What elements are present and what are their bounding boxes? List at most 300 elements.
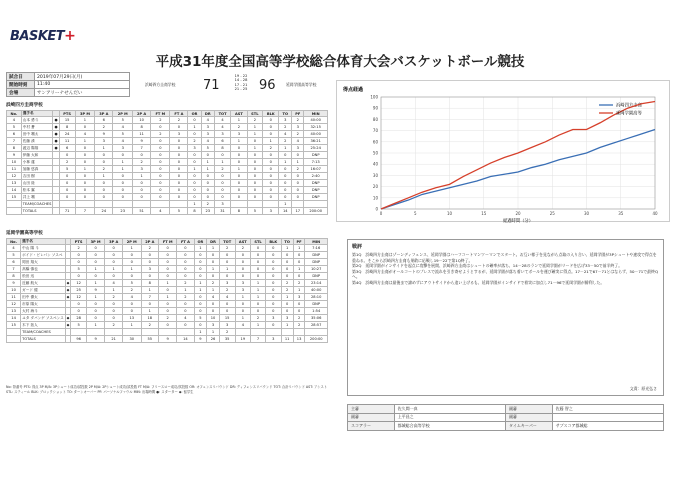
stat-cell: 1 xyxy=(194,329,207,336)
stat-cell: 2 xyxy=(293,315,305,322)
stat-cell: 8 xyxy=(188,208,201,215)
stat-cell: 0 xyxy=(219,308,235,315)
stat-cell: 0 xyxy=(86,259,105,266)
column-header: BLK xyxy=(265,239,281,245)
stat-cell: 3 xyxy=(235,287,251,294)
stat-cell: 4 xyxy=(105,280,122,287)
stat-cell: 4 xyxy=(235,322,251,329)
stat-cell: 13 xyxy=(122,315,141,322)
stat-cell: 0 xyxy=(188,194,201,201)
column-header: 2P M xyxy=(122,239,141,245)
stat-cell: 11 xyxy=(59,138,75,145)
stat-cell: 1 xyxy=(122,245,141,252)
stat-cell: 0 xyxy=(113,187,133,194)
stat-cell: 0 xyxy=(201,180,214,187)
stat-cell: ガード 健 xyxy=(21,287,66,294)
stat-cell: 14 xyxy=(279,208,292,215)
stat-cell: 1 xyxy=(75,166,95,173)
stat-cell: DNP xyxy=(304,180,328,187)
stat-cell: 0 xyxy=(151,145,170,152)
stat-cell: 0 xyxy=(281,301,293,308)
stat-cell: 5 xyxy=(71,322,86,329)
y-tick-label: 90 xyxy=(372,105,378,111)
stat-cell: 0 xyxy=(105,315,122,322)
stat-cell: 0 xyxy=(265,294,281,301)
stat-cell: 8 xyxy=(7,145,22,152)
stat-cell: 3 xyxy=(214,201,230,208)
stat-cell: 23 xyxy=(201,208,214,215)
stat-cell: 13 xyxy=(7,180,22,187)
player-row xyxy=(7,138,328,145)
stat-cell: 1 xyxy=(122,322,141,329)
stat-cell: 0 xyxy=(188,117,201,124)
player-row xyxy=(7,166,328,173)
column-header: 3P M xyxy=(86,239,105,245)
basket-plus-logo: BASKET+ xyxy=(10,28,76,44)
stat-cell: 5 xyxy=(201,145,214,152)
stat-cell: 0 xyxy=(279,194,292,201)
stat-cell: 5 xyxy=(122,280,141,287)
stat-cell: 0 xyxy=(194,266,207,273)
x-tick-label: 40 xyxy=(652,211,658,216)
stat-cell: 0 xyxy=(151,138,170,145)
stat-cell: 9 xyxy=(86,287,105,294)
stat-cell: 0 xyxy=(71,259,86,266)
stat-cell: 山田 陸 xyxy=(21,180,53,187)
stat-cell: 0 xyxy=(151,152,170,159)
stat-cell: 1 xyxy=(132,173,150,180)
stat-cell: 4 xyxy=(122,294,141,301)
stat-cell: 伊藤 大和 xyxy=(21,152,53,159)
stat-cell: 1 xyxy=(141,287,158,294)
column-header: 選手名 xyxy=(21,111,53,117)
stat-cell: 18 xyxy=(141,315,158,322)
stat-cell: 2 xyxy=(279,124,292,131)
stat-cell: 12 xyxy=(71,280,86,287)
stat-cell: 0 xyxy=(201,152,214,159)
stat-cell: 0 xyxy=(59,194,75,201)
stat-cell: 大村 海斗 xyxy=(21,308,66,315)
stat-cell: 0 xyxy=(293,252,305,259)
stat-cell: 1 xyxy=(207,329,220,336)
stat-cell: 0 xyxy=(194,273,207,280)
stat-cell: 1 xyxy=(194,245,207,252)
stat-cell: 小林 蓮 xyxy=(21,159,53,166)
stat-cell: 2 xyxy=(292,131,304,138)
stat-cell: 3 xyxy=(201,131,214,138)
quarter-scores xyxy=(226,74,256,91)
stat-cell: 0 xyxy=(247,152,263,159)
stat-cell: 40:00 xyxy=(304,117,328,124)
stat-cell: 0 xyxy=(214,187,230,194)
stat-cell: 1 xyxy=(247,124,263,131)
stat-cell: 2 xyxy=(159,315,177,322)
stat-cell: 0 xyxy=(219,252,235,259)
away-score: 96 xyxy=(259,78,276,93)
stat-cell: 11 xyxy=(132,131,150,138)
officials-row: 主審 佐久間一真 副審 佐藤 智之 xyxy=(348,405,664,414)
stat-cell: 0 xyxy=(247,194,263,201)
stat-cell: 0 xyxy=(59,180,75,187)
stat-cell: 0 xyxy=(214,180,230,187)
stat-cell: 0 xyxy=(263,166,279,173)
column-header: PTS xyxy=(59,111,75,117)
page-title: 平成31年度全国高等学校総合体育大会バスケットボール競技 xyxy=(155,54,525,70)
stat-cell: 0 xyxy=(188,159,201,166)
stat-cell: 0 xyxy=(281,308,293,315)
stat-cell: 1 xyxy=(251,322,266,329)
stat-cell: 1 xyxy=(75,117,95,124)
stat-cell: 0 xyxy=(247,159,263,166)
stat-cell: 0 xyxy=(207,308,220,315)
stat-cell: 0 xyxy=(105,252,122,259)
stat-cell: 7 xyxy=(251,336,266,343)
away-team-name: 延岡学園高等学校 xyxy=(286,82,317,87)
stat-cell: 0 xyxy=(194,308,207,315)
stat-cell: 4 xyxy=(214,124,230,131)
stat-cell: 1 xyxy=(113,166,133,173)
stat-cell xyxy=(263,201,279,208)
stat-cell: 吉田 樹 xyxy=(21,173,53,180)
stat-cell: 0 xyxy=(170,166,188,173)
stat-cell: 0 xyxy=(281,266,293,273)
stat-cell xyxy=(177,329,194,336)
stat-cell: 0 xyxy=(194,301,207,308)
stat-cell: 0 xyxy=(113,180,133,187)
stat-cell: 1 xyxy=(251,280,266,287)
stat-cell: 15 xyxy=(7,322,21,329)
stat-cell: 4 xyxy=(279,131,292,138)
stat-cell: 6 xyxy=(59,145,75,152)
stat-cell xyxy=(7,208,22,215)
stat-cell: 2 xyxy=(201,201,214,208)
stat-cell: 0 xyxy=(207,259,220,266)
stat-cell: 2 xyxy=(177,280,194,287)
stat-cell: ◆ xyxy=(66,323,70,327)
stat-cell: 35:06 xyxy=(305,315,328,322)
stat-cell: 0 xyxy=(265,252,281,259)
stat-cell: 0 xyxy=(170,187,188,194)
stat-cell: 0 xyxy=(263,187,279,194)
stat-cell: 0 xyxy=(263,152,279,159)
stat-cell: 0 xyxy=(231,194,247,201)
stat-cell: 13 xyxy=(293,336,305,343)
y-tick-label: 10 xyxy=(372,195,378,201)
stat-cell xyxy=(7,329,21,336)
stat-cell: 3 xyxy=(219,322,235,329)
stat-cell: 0 xyxy=(235,259,251,266)
stat-cell: 0 xyxy=(105,273,122,280)
stat-cell: 0 xyxy=(279,152,292,159)
quarter-2-score: 14 - 28 xyxy=(234,78,248,83)
stat-cell xyxy=(95,201,113,208)
stat-cell: 加藤 悠真 xyxy=(21,166,53,173)
column-header: 2P A xyxy=(141,239,158,245)
stat-cell: 0 xyxy=(141,301,158,308)
stat-cell: 1 xyxy=(247,131,263,138)
stat-cell: 6 xyxy=(95,117,113,124)
stat-cell: 0 xyxy=(95,159,113,166)
stat-cell: 0 xyxy=(75,152,95,159)
column-header: 2P A xyxy=(132,111,150,117)
stat-cell: 0 xyxy=(105,259,122,266)
stat-cell: 0 xyxy=(292,173,304,180)
stat-cell xyxy=(86,329,105,336)
stat-cell: 0 xyxy=(170,180,188,187)
stat-cell: 3 xyxy=(292,145,304,152)
stat-cell xyxy=(304,201,328,208)
stat-cell: 24 xyxy=(59,131,75,138)
stat-cell: 0 xyxy=(293,301,305,308)
stat-cell: 0 xyxy=(251,245,266,252)
stat-cell: DNP xyxy=(305,252,328,259)
stat-cell: 1 xyxy=(207,287,220,294)
stat-cell: 3 xyxy=(279,117,292,124)
player-row xyxy=(7,152,328,159)
stat-cell: 10 xyxy=(132,117,150,124)
stat-cell: 2 xyxy=(219,245,235,252)
stat-cell: 0 xyxy=(247,138,263,145)
stat-cell: 8 xyxy=(59,124,75,131)
stat-cell: 2 xyxy=(151,131,170,138)
stat-cell: 13 xyxy=(7,308,21,315)
stat-cell: 0 xyxy=(281,252,293,259)
x-tick-label: 30 xyxy=(583,211,590,216)
stat-cell: 0 xyxy=(177,322,194,329)
review-title: 戦評 xyxy=(352,244,363,250)
team1-stats-table xyxy=(6,110,328,215)
stat-cell: 0 xyxy=(159,245,177,252)
stat-cell: 0 xyxy=(219,259,235,266)
stat-cell: 3 xyxy=(235,280,251,287)
stat-cell: 2 xyxy=(293,322,305,329)
stat-cell: ● xyxy=(54,132,58,136)
stat-cell: 28 xyxy=(71,315,86,322)
stat-cell: 1 xyxy=(235,315,251,322)
stat-cell: 0 xyxy=(214,152,230,159)
y-tick-label: 70 xyxy=(372,128,378,134)
stat-cell xyxy=(235,329,251,336)
stat-cell: 9 xyxy=(7,152,22,159)
player-row xyxy=(7,124,328,131)
stat-cell: 1 xyxy=(263,138,279,145)
stat-cell: 1 xyxy=(75,138,95,145)
stat-cell: 7:13 xyxy=(304,159,328,166)
stat-cell: 0 xyxy=(71,301,86,308)
stat-cell: 1 xyxy=(188,166,201,173)
stat-cell: 7 xyxy=(7,266,21,273)
stat-cell: 市原 陽太 xyxy=(21,301,66,308)
stat-cell xyxy=(75,201,95,208)
player-row xyxy=(7,252,328,259)
stat-cell: 0 xyxy=(95,187,113,194)
stat-cell: 3 xyxy=(170,131,188,138)
player-row xyxy=(7,301,328,308)
player-row xyxy=(7,117,328,124)
stat-cell: 2 xyxy=(235,245,251,252)
stat-cell: 0 xyxy=(59,152,75,159)
stat-cell: TOTALS xyxy=(21,208,53,215)
stat-cell: 0 xyxy=(159,273,177,280)
stat-cell: 0 xyxy=(207,273,220,280)
stat-cell: 2 xyxy=(279,138,292,145)
stat-cell: 1 xyxy=(231,117,247,124)
stat-cell: 0 xyxy=(170,194,188,201)
stat-cell: 0 xyxy=(177,245,194,252)
stat-cell xyxy=(141,329,158,336)
game-review-panel xyxy=(347,239,664,396)
stat-cell: 4 xyxy=(292,138,304,145)
stat-cell: 0 xyxy=(265,301,281,308)
team2-name: 延岡学園高等学校 xyxy=(6,231,43,236)
x-tick-label: 25 xyxy=(549,211,555,216)
stat-cell: 36:21 xyxy=(304,138,328,145)
column-header: OR xyxy=(194,239,207,245)
stat-cell: 0 xyxy=(247,166,263,173)
column-header: MIN xyxy=(304,111,328,117)
stat-cell: 0 xyxy=(263,117,279,124)
stat-cell: 3 xyxy=(281,315,293,322)
player-row xyxy=(7,287,328,294)
stat-cell: 0 xyxy=(86,308,105,315)
stat-cell: 1 xyxy=(86,322,105,329)
stat-cell: ◆ xyxy=(66,288,70,292)
stat-cell xyxy=(281,329,293,336)
player-row xyxy=(7,273,328,280)
legend-label: 延岡学園高等 xyxy=(616,111,642,117)
stat-cell: 0 xyxy=(151,194,170,201)
stat-cell: 4 xyxy=(113,138,133,145)
stat-cell: 0 xyxy=(122,273,141,280)
stat-cell: 0 xyxy=(113,173,133,180)
stat-cell: 0 xyxy=(177,273,194,280)
stat-cell: 0 xyxy=(235,308,251,315)
stat-cell: 0 xyxy=(105,245,122,252)
stat-cell: 1 xyxy=(113,159,133,166)
stat-cell: 0 xyxy=(188,173,201,180)
stat-cell: 1 xyxy=(293,287,305,294)
stat-cell: 26 xyxy=(207,336,220,343)
stat-cell: ● xyxy=(54,146,58,150)
stat-cell: DNP xyxy=(304,152,328,159)
stat-cell: 0 xyxy=(105,308,122,315)
stat-cell: 5 xyxy=(113,117,133,124)
x-tick-label: 20 xyxy=(515,211,521,216)
stat-cell: 2 xyxy=(105,294,122,301)
y-tick-label: 40 xyxy=(372,161,378,167)
column-header: FT A xyxy=(170,111,188,117)
stat-cell: 0 xyxy=(71,308,86,315)
stat-cell: 5 xyxy=(247,208,263,215)
stat-cell: 0 xyxy=(159,301,177,308)
stat-cell: 0 xyxy=(177,266,194,273)
stat-cell: 1 xyxy=(194,280,207,287)
column-header: TO xyxy=(279,111,292,117)
y-tick-label: 100 xyxy=(370,94,378,100)
stat-cell: 19 xyxy=(235,336,251,343)
stat-cell: 40:00 xyxy=(304,131,328,138)
stat-cell: 0 xyxy=(159,252,177,259)
stat-cell: 0 xyxy=(207,301,220,308)
x-tick-label: 10 xyxy=(446,211,453,216)
column-header: OR xyxy=(188,111,201,117)
stat-cell: 0 xyxy=(75,173,95,180)
stat-cell: 0 xyxy=(188,180,201,187)
stat-cell: ◆ xyxy=(66,316,70,320)
quarter-3-score: 17 - 21 xyxy=(234,82,248,87)
player-row xyxy=(7,173,328,180)
y-tick-label: 0 xyxy=(375,206,378,212)
stat-cell: 7 xyxy=(7,138,22,145)
stat-cell: 0 xyxy=(251,266,266,273)
stat-cell: 4 xyxy=(75,131,95,138)
stat-cell: 0 xyxy=(235,273,251,280)
x-axis-label: 経過時間（分） xyxy=(502,219,534,223)
stat-cell: 4 xyxy=(7,117,22,124)
stat-cell: 0 xyxy=(59,173,75,180)
stat-cell: 5 xyxy=(71,266,86,273)
stat-cell: 0 xyxy=(151,173,170,180)
stat-cell: 0 xyxy=(122,252,141,259)
stat-cell: 0 xyxy=(159,266,177,273)
stat-cell: 0 xyxy=(247,187,263,194)
stat-cell: 0 xyxy=(151,180,170,187)
stat-cell: 2 xyxy=(177,294,194,301)
stat-cell: 35 xyxy=(219,336,235,343)
stat-cell: 0 xyxy=(265,245,281,252)
stat-cell: 5 xyxy=(113,131,133,138)
stat-cell: DNP xyxy=(304,194,328,201)
match-info-table xyxy=(6,72,130,97)
stat-cell: 3 xyxy=(207,322,220,329)
stat-cell: 0 xyxy=(251,259,266,266)
column-header: 3P M xyxy=(75,111,95,117)
column-header: STL xyxy=(251,239,266,245)
stat-cell: 中村 蒼 xyxy=(21,124,53,131)
stat-cell: 0 xyxy=(194,252,207,259)
stat-cell: 佐藤 湊 xyxy=(21,138,53,145)
stat-cell: 4 xyxy=(151,208,170,215)
stat-cell: 田中 優太 xyxy=(21,294,66,301)
stat-cell: 0 xyxy=(170,173,188,180)
stat-cell: 25:24 xyxy=(304,145,328,152)
column-header: TOT xyxy=(214,111,230,117)
stat-cell: ◆ xyxy=(66,281,70,285)
quarter-4-score: 21 - 25 xyxy=(234,86,248,91)
stat-cell: TEAM/COACHES xyxy=(21,329,66,336)
stat-cell: 0 xyxy=(263,194,279,201)
stat-cell: 0 xyxy=(293,308,305,315)
stat-cell: 4 xyxy=(113,124,133,131)
player-row xyxy=(7,194,328,201)
stat-cell: ボイド・ビレパン ソスペ xyxy=(21,252,66,259)
stat-cell: 0 xyxy=(235,266,251,273)
stat-cell: 0 xyxy=(75,180,95,187)
stat-cell: 15 xyxy=(219,315,235,322)
stat-cell: 0 xyxy=(141,273,158,280)
stat-cell: 1 xyxy=(201,166,214,173)
stat-cell: 1 xyxy=(235,294,251,301)
column-header: TO xyxy=(281,239,293,245)
stat-cell: DNP xyxy=(305,259,328,266)
stat-cell: ◆ xyxy=(66,295,70,299)
stat-cell: DNP xyxy=(305,301,328,308)
stat-cell: 井上 颯 xyxy=(21,194,53,201)
column-header: TOT xyxy=(219,239,235,245)
stat-cell xyxy=(231,201,247,208)
stat-cell: DNP xyxy=(304,187,328,194)
officials-table xyxy=(347,404,664,431)
